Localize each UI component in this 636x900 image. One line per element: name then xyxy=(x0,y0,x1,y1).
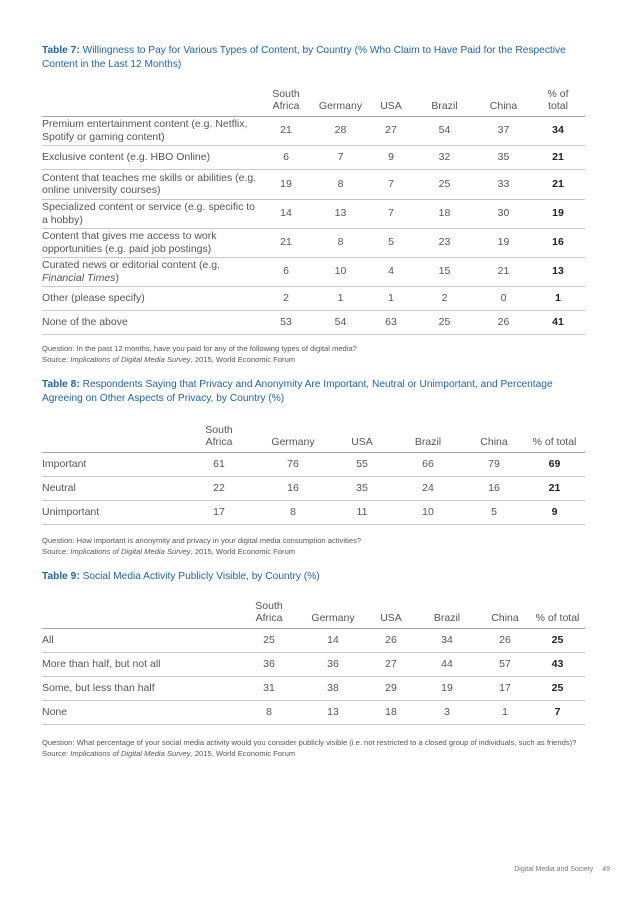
cell-total: 43 xyxy=(551,657,564,670)
cell-brazil: 25 xyxy=(438,177,451,190)
header-usa: USA xyxy=(380,611,402,624)
source-label: Source: xyxy=(42,355,69,364)
cell-south-africa: 6 xyxy=(283,150,289,163)
table-7-notes xyxy=(42,343,594,365)
table-row xyxy=(42,116,585,145)
table-8-label: Table 8: xyxy=(42,379,80,390)
row-label: More than half, but not all xyxy=(42,657,161,670)
source-detail: , 2015, World Economic Forum xyxy=(190,355,296,364)
row-label: All xyxy=(42,633,54,646)
cell-china: 30 xyxy=(497,207,510,220)
table-row xyxy=(42,228,585,257)
table-9 xyxy=(42,598,585,725)
header-china: China xyxy=(489,99,518,112)
row-label: Exclusive content (e.g. HBO Online) xyxy=(42,150,211,163)
header-percent-total: % of total xyxy=(547,87,569,112)
cell-china: 16 xyxy=(488,481,500,494)
cell-germany: 16 xyxy=(287,481,299,494)
cell-total: 21 xyxy=(552,150,564,163)
row-label-text: Curated news or editorial content (e.g. xyxy=(42,259,221,271)
cell-germany: 8 xyxy=(290,505,296,518)
table-header-row xyxy=(42,598,585,628)
table-row xyxy=(42,145,585,169)
row-label: Content that teaches me skills or abilities (e.g. online university courses) xyxy=(42,171,257,196)
header-usa: USA xyxy=(351,435,373,448)
cell-brazil: 19 xyxy=(441,681,453,694)
source-label: Source: xyxy=(42,547,69,556)
cell-china: 26 xyxy=(499,633,511,646)
cell-south-africa: 8 xyxy=(266,705,272,718)
cell-south-africa: 53 xyxy=(280,315,292,328)
row-label-close: ) xyxy=(115,271,119,284)
cell-south-africa: 19 xyxy=(280,177,292,190)
cell-china: 37 xyxy=(497,124,510,137)
cell-south-africa: 21 xyxy=(280,124,292,137)
table-8-source xyxy=(42,546,594,557)
cell-south-africa: 21 xyxy=(280,236,292,249)
header-china: China xyxy=(480,435,508,448)
source-detail: , 2015, World Economic Forum xyxy=(190,547,296,556)
page-footer xyxy=(430,866,610,873)
cell-usa: 4 xyxy=(388,265,394,278)
cell-germany: 8 xyxy=(337,177,344,190)
table-row xyxy=(42,452,585,476)
cell-total: 69 xyxy=(548,457,561,470)
row-label: Important xyxy=(42,457,87,470)
row-label: Specialized content or service (e.g. specific to a hobby) xyxy=(42,201,256,226)
table-row xyxy=(42,169,585,199)
table-7-title xyxy=(42,44,592,72)
cell-total: 7 xyxy=(554,705,561,718)
table-9-label: Table 9: xyxy=(42,571,80,582)
cell-brazil: 54 xyxy=(438,124,451,137)
table-9-notes xyxy=(42,737,594,759)
header-blank xyxy=(42,422,184,452)
table-8-caption: Respondents Saying that Privacy and Anonymity Are Important, Neutral or Unimportant, and Percentage Agreeing on Other Aspects of Privacy, by Country (%) xyxy=(42,379,553,404)
cell-total: 21 xyxy=(552,177,564,190)
cell-germany: 7 xyxy=(337,150,344,163)
row-label: Unimportant xyxy=(42,505,100,518)
cell-total: 16 xyxy=(552,236,564,249)
header-brazil: Brazil xyxy=(414,435,442,448)
cell-usa: 7 xyxy=(388,207,394,220)
table-header-row xyxy=(42,86,585,116)
cell-brazil: 18 xyxy=(438,207,451,220)
table-row xyxy=(42,199,585,228)
table-8 xyxy=(42,422,585,525)
cell-usa: 26 xyxy=(385,633,397,646)
table-7 xyxy=(42,86,585,335)
header-south-africa: South Africa xyxy=(205,423,233,448)
header-germany: Germany xyxy=(311,611,355,624)
cell-south-africa: 61 xyxy=(213,457,225,470)
cell-china: 21 xyxy=(497,265,510,278)
cell-brazil: 25 xyxy=(438,315,451,328)
row-label: None of the above xyxy=(42,315,128,328)
cell-total: 13 xyxy=(552,265,564,278)
cell-usa: 9 xyxy=(388,150,394,163)
table-7-source xyxy=(42,354,594,365)
table-row xyxy=(42,500,585,524)
cell-germany: 76 xyxy=(287,457,299,470)
source-label: Source: xyxy=(42,749,69,758)
row-label: Other (please specify) xyxy=(42,291,145,304)
cell-brazil: 66 xyxy=(422,457,434,470)
cell-china: 33 xyxy=(497,177,510,190)
cell-china: 0 xyxy=(500,291,507,304)
table-row xyxy=(42,257,585,286)
cell-usa: 1 xyxy=(388,291,394,304)
cell-total: 34 xyxy=(552,124,564,137)
header-usa: USA xyxy=(380,99,402,112)
cell-south-africa: 31 xyxy=(263,681,275,694)
cell-brazil: 44 xyxy=(441,657,453,670)
header-south-africa: South Africa xyxy=(272,87,300,112)
header-percent-total: % of total xyxy=(535,611,580,624)
table-9-question: Question: What percentage of your social media activity would you consider publicly visible (i.e. not restricted to a closed group of individuals, such as friends)? xyxy=(42,738,577,747)
row-label: Some, but less than half xyxy=(42,681,155,694)
cell-usa: 29 xyxy=(385,681,397,694)
header-germany: Germany xyxy=(271,435,315,448)
table-7-question: Question: In the past 12 months, have you paid for any of the following types of digital media? xyxy=(42,344,357,353)
table-row xyxy=(42,310,585,334)
row-label: Neutral xyxy=(42,481,76,494)
cell-brazil: 10 xyxy=(422,505,434,518)
table-9-caption: Social Media Activity Publicly Visible, by Country (%) xyxy=(82,571,320,582)
cell-china: 17 xyxy=(499,681,511,694)
row-label: Premium entertainment content (e.g. Netflix, Spotify or gaming content) xyxy=(42,118,248,143)
cell-usa: 35 xyxy=(356,481,368,494)
source-publication: Implications of Digital Media Survey xyxy=(70,749,191,758)
cell-brazil: 3 xyxy=(444,705,450,718)
row-label xyxy=(42,257,260,286)
table-row xyxy=(42,628,585,652)
cell-brazil: 23 xyxy=(438,236,451,249)
cell-germany: 28 xyxy=(334,124,347,137)
cell-germany: 8 xyxy=(337,236,344,249)
cell-south-africa: 36 xyxy=(263,657,275,670)
cell-china: 35 xyxy=(497,150,510,163)
table-8-question: Question: How important is anonymity and privacy in your digital media consumption activities? xyxy=(42,536,362,545)
cell-total: 1 xyxy=(555,291,561,304)
cell-brazil: 15 xyxy=(438,265,451,278)
table-row xyxy=(42,652,585,676)
row-label: Content that gives me access to work opportunities (e.g. paid job postings) xyxy=(42,230,217,255)
cell-total: 21 xyxy=(548,481,561,494)
cell-south-africa: 17 xyxy=(213,505,225,518)
cell-china: 26 xyxy=(497,315,510,328)
cell-usa: 5 xyxy=(388,236,394,249)
cell-brazil: 24 xyxy=(422,481,434,494)
cell-total: 25 xyxy=(551,633,564,646)
table-9-source xyxy=(42,748,594,759)
page-number: 49 xyxy=(602,866,610,873)
cell-brazil: 2 xyxy=(441,291,448,304)
table-8-title xyxy=(42,378,592,406)
cell-brazil: 34 xyxy=(441,633,453,646)
cell-germany: 10 xyxy=(334,265,347,278)
table-8-notes xyxy=(42,535,594,557)
cell-usa: 11 xyxy=(356,505,368,518)
table-7-label: Table 7: xyxy=(42,45,80,56)
cell-china: 19 xyxy=(497,236,510,249)
table-row xyxy=(42,476,585,500)
cell-usa: 27 xyxy=(385,657,397,670)
cell-brazil: 32 xyxy=(438,150,451,163)
cell-china: 5 xyxy=(491,505,497,518)
header-percent-total: % of total xyxy=(532,435,577,448)
cell-germany: 1 xyxy=(337,291,344,304)
source-detail: , 2015, World Economic Forum xyxy=(190,749,296,758)
header-brazil: Brazil xyxy=(431,99,458,112)
table-row xyxy=(42,676,585,700)
table-row xyxy=(42,286,585,310)
cell-total: 41 xyxy=(552,315,564,328)
cell-usa: 18 xyxy=(385,705,397,718)
source-publication: Implications of Digital Media Survey xyxy=(70,355,191,364)
footer-report-name: Digital Media and Society xyxy=(514,866,594,873)
row-label: None xyxy=(42,705,68,718)
cell-germany: 14 xyxy=(327,633,339,646)
source-publication: Implications of Digital Media Survey xyxy=(70,547,191,556)
header-china: China xyxy=(491,611,519,624)
cell-germany: 36 xyxy=(327,657,339,670)
cell-usa: 63 xyxy=(385,315,397,328)
header-south-africa: South Africa xyxy=(255,599,283,624)
cell-south-africa: 6 xyxy=(283,265,289,278)
cell-germany: 38 xyxy=(327,681,339,694)
cell-china: 57 xyxy=(499,657,511,670)
header-germany: Germany xyxy=(318,99,363,112)
table-9-title xyxy=(42,570,592,584)
cell-south-africa: 14 xyxy=(280,207,292,220)
cell-germany: 13 xyxy=(334,207,347,220)
cell-germany: 54 xyxy=(334,315,347,328)
cell-germany: 13 xyxy=(327,705,339,718)
cell-south-africa: 25 xyxy=(263,633,275,646)
table-row xyxy=(42,700,585,724)
cell-china: 79 xyxy=(488,457,500,470)
cell-south-africa: 22 xyxy=(213,481,225,494)
cell-total: 9 xyxy=(551,505,558,518)
cell-total: 19 xyxy=(552,207,564,220)
cell-usa: 7 xyxy=(388,177,394,190)
table-7-caption: Willingness to Pay for Various Types of Content, by Country (% Who Claim to Have Paid for the Respective Content in the Last 12 Months) xyxy=(42,45,566,70)
header-blank xyxy=(42,598,240,628)
cell-usa: 55 xyxy=(356,457,368,470)
table-header-row xyxy=(42,422,585,452)
header-brazil: Brazil xyxy=(433,611,461,624)
cell-south-africa: 2 xyxy=(283,291,289,304)
row-label-publication: Financial Times xyxy=(42,271,116,284)
header-blank xyxy=(42,86,260,116)
cell-usa: 27 xyxy=(385,124,397,137)
cell-china: 1 xyxy=(502,705,508,718)
cell-total: 25 xyxy=(551,681,564,694)
